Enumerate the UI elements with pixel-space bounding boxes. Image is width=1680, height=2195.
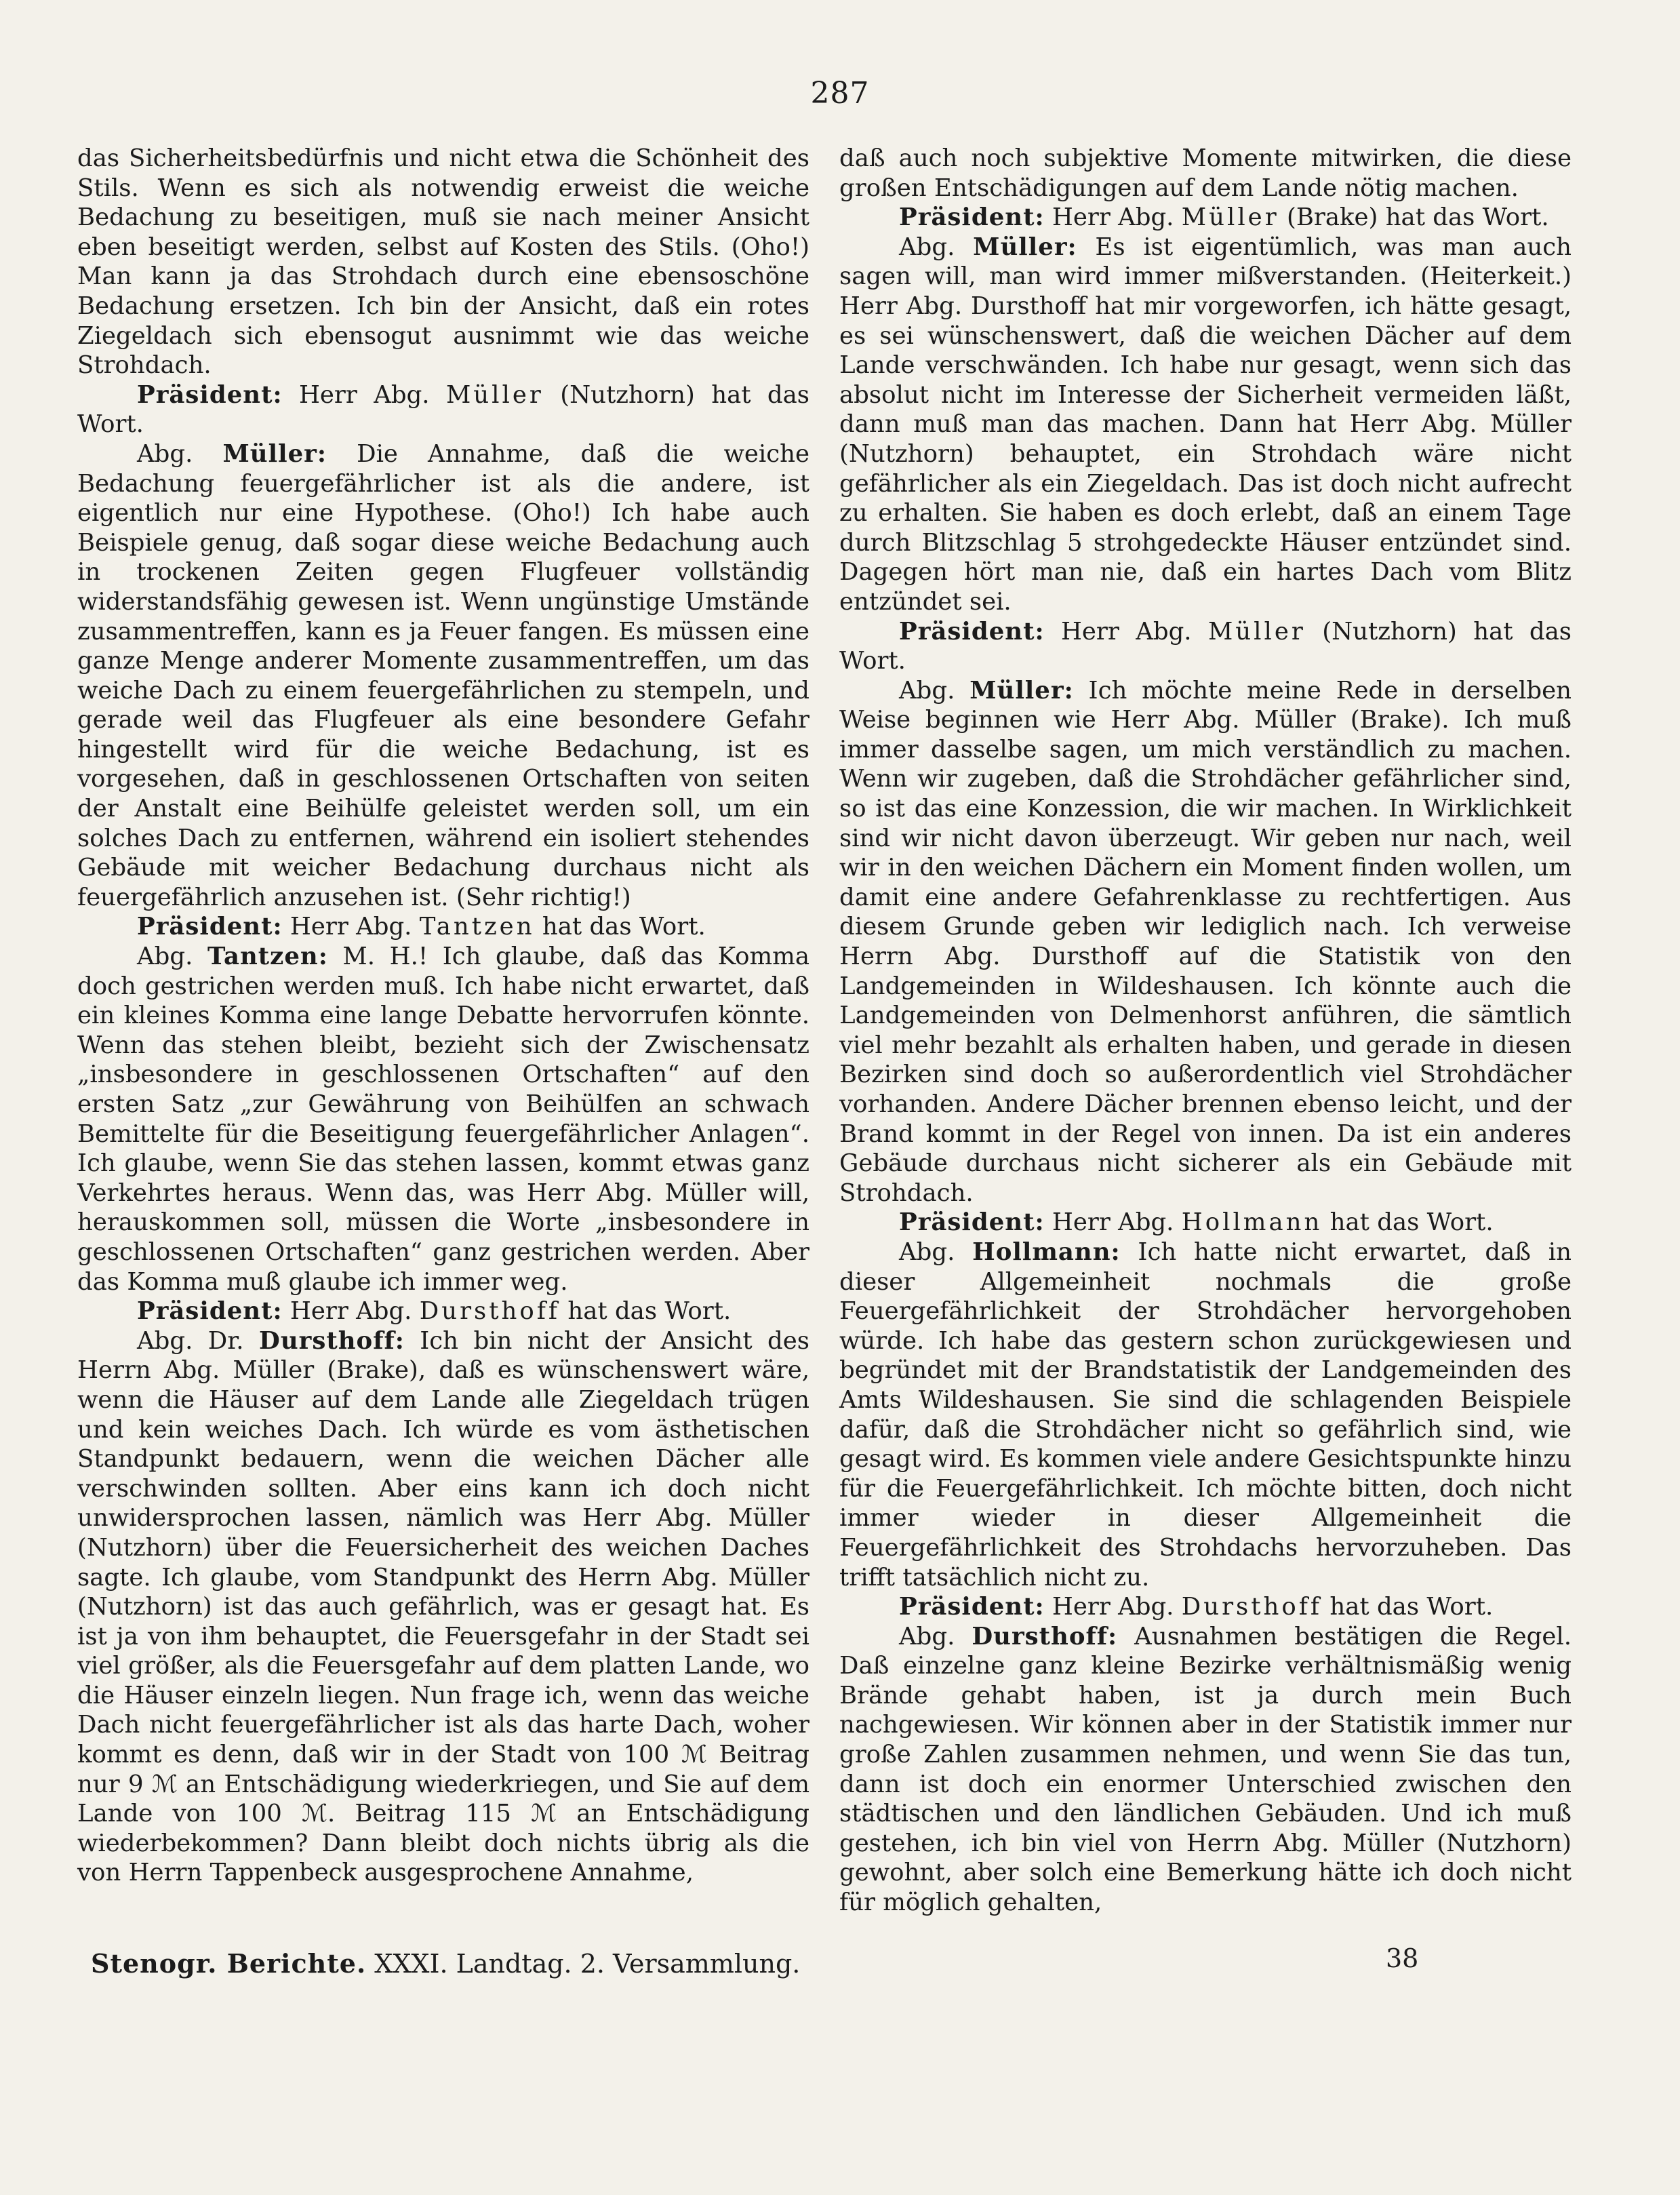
left-column bbox=[77, 144, 809, 1888]
speaker-prefix: Abg. bbox=[899, 1622, 955, 1650]
president-label: Präsident: bbox=[899, 203, 1045, 232]
president-suffix: (Nutzhorn) hat das Wort. bbox=[77, 380, 809, 439]
continued-paragraph bbox=[839, 144, 1572, 203]
president-line bbox=[77, 912, 809, 942]
president-suffix: hat das Wort. bbox=[567, 1297, 732, 1326]
president-prefix: Herr Abg. bbox=[298, 380, 430, 409]
speaker-prefix: Abg. bbox=[899, 233, 955, 261]
speaker-name: Müller bbox=[1207, 617, 1306, 646]
president-line bbox=[839, 203, 1572, 233]
president-line bbox=[77, 380, 809, 439]
speaker-name: Dursthoff bbox=[419, 1297, 561, 1326]
president-label: Präsident: bbox=[137, 1297, 283, 1326]
right-column bbox=[839, 144, 1572, 1918]
page-number: 287 bbox=[810, 76, 870, 111]
speaker-prefix: Abg. bbox=[137, 943, 193, 971]
speech-paragraph bbox=[839, 233, 1572, 617]
president-prefix: Herr Abg. bbox=[1052, 1208, 1174, 1237]
paragraph-text: das Sicherheitsbedürfnis und nicht etwa die Schönheit des Stils. Wenn es sich als notwendig erweist die weiche Bedachung zu beseitigen, muß sie nach meiner Ansicht eben beseitigt werden, selbst auf Kosten des Stils. (Oho!) Man kann ja das Strohdach durch eine ebensoschöne Bedachung ersetzen. Ich bin der Ansicht, daß ein rotes Ziegeldach sich ebensogut ausnimmt wie das weiche Strohdach. bbox=[77, 144, 809, 380]
president-line bbox=[839, 617, 1572, 676]
speaker-name: Hollmann bbox=[1181, 1208, 1323, 1237]
speech-paragraph bbox=[839, 676, 1572, 1208]
speaker-prefix: Abg. bbox=[137, 439, 193, 468]
president-prefix: Herr Abg. bbox=[289, 1297, 412, 1326]
speech-text: Ausnahmen bestätigen die Regel. Daß einzelne ganz kleine Bezirke verhältnismäßig wenig Brände gehabt haben, ist ja durch mein Buch nachgewiesen. Wir können aber in der Statistik immer nur große Zahlen zusammen nehmen, und wenn Sie das tun, dann ist doch ein enormer Unterschied zwischen den städtischen und den ländlichen Gebäuden. Und ich muß gestehen, ich bin viel von Herrn Abg. Müller (Nutzhorn) gewohnt, aber solch eine Bemerkung hätte ich doch nicht für möglich gehalten, bbox=[839, 1622, 1572, 1917]
footer-signature: 38 bbox=[1386, 1943, 1419, 1973]
speaker-prefix: Abg. bbox=[899, 1238, 955, 1266]
speech-paragraph bbox=[77, 439, 809, 913]
president-suffix: (Brake) hat das Wort. bbox=[1286, 203, 1549, 232]
speaker-prefix: Abg. Dr. bbox=[137, 1326, 244, 1355]
continued-paragraph bbox=[77, 144, 809, 380]
speaker-prefix: Abg. bbox=[899, 676, 955, 705]
speech-paragraph bbox=[77, 1326, 809, 1888]
speaker-label: Dursthoff: bbox=[972, 1622, 1118, 1650]
president-suffix: (Nutzhorn) hat das Wort. bbox=[839, 617, 1572, 675]
speech-paragraph bbox=[77, 942, 809, 1297]
speech-paragraph bbox=[839, 1622, 1572, 1918]
speech-text: Ich möchte meine Rede in derselben Weise beginnen wie Herr Abg. Müller (Brake). Ich muß immer dasselbe sagen, um mich verständlich zu machen. Wenn wir zugeben, daß die Strohdächer gefährlicher sind, so ist das eine Konzession, die wir machen. In Wirklichkeit sind wir nicht davon überzeugt. Wir geben nur nach, weil wir in den weichen Dächern ein Moment finden wollen, um damit eine andere Gefahrenklasse zu rechtfertigen. Aus diesem Grunde geben wir lediglich nach. Ich verweise Herrn Abg. Dursthoff auf die Statistik von den Landgemeinden in Wildeshausen. Ich könnte auch die Landgemeinden von Delmenhorst anführen, die sämtlich viel mehr bezahlt als erhalten haben, und gerade in diesen Bezirken sind doch so außerordentlich viel Strohdächer vorhanden. Andere Dächer brennen ebenso leicht, und der Brand kommt in der Regel von innen. Da ist ein anderes Gebäude durchaus nicht sicherer als ein Gebäude mit Strohdach. bbox=[839, 676, 1572, 1207]
speech-text: Ich hatte nicht erwartet, daß in dieser Allgemeinheit nochmals die große Feuergefährlichkeit der Strohdächer hervorgehoben würde. Ich habe das gestern schon zurückgewiesen und begründet mit der Brandstatistik der Landgemeinden des Amts Wildeshausen. Sie sind die schlagenden Beispiele dafür, daß die Strohdächer nicht so gefährlich sind, wie gesagt wird. Es kommen viele andere Gesichtspunkte hinzu für die Feuergefährlichkeit. Ich möchte bitten, doch nicht immer wieder in dieser Allgemeinheit die Feuergefährlichkeit des Strohdachs hervorzuheben. Das trifft tatsächlich nicht zu. bbox=[839, 1238, 1572, 1591]
speaker-label: Müller: bbox=[222, 439, 327, 468]
speech-text: Die Annahme, daß die weiche Bedachung feuergefährlicher ist als die andere, ist eigentlich nur eine Hypothese. (Oho!) Ich habe auch Beispiele genug, daß sogar diese weiche Bedachung auch in trockenen Zeiten gegen Flugfeuer vollständig widerstandsfähig gewesen ist. Wenn ungünstige Umstände zusammentreffen, kann es ja Feuer fangen. Es müssen eine ganze Menge anderer Momente zusammentreffen, um das weiche Dach zu einem feuergefährlichen zu stempeln, und gerade weil das Flugfeuer als eine besondere Gefahr hingestellt wird für die weiche Bedachung, ist es vorgesehen, daß in geschlossenen Ortschaften von seiten der Anstalt eine Beihülfe geleistet werden soll, um ein solches Dach zu entfernen, während ein isoliert stehendes Gebäude mit weicher Bedachung durchaus nicht als feuergefährlich anzusehen ist. (Sehr richtig!) bbox=[77, 439, 809, 911]
paragraph-text: daß auch noch subjektive Momente mitwirken, die diese großen Entschädigungen auf dem Lande nötig machen. bbox=[839, 144, 1572, 202]
footer-title-rest: XXXI. Landtag. 2. Versammlung. bbox=[374, 1949, 801, 1979]
president-label: Präsident: bbox=[137, 913, 283, 941]
president-prefix: Herr Abg. bbox=[1052, 203, 1174, 232]
president-prefix: Herr Abg. bbox=[1052, 1593, 1174, 1621]
speech-text: M. H.! Ich glaube, daß das Komma doch gestrichen werden muß. Ich habe nicht erwartet, daß ein kleines Komma eine lange Debatte hervorrufen könnte. Wenn das stehen bleibt, bezieht sich der Zwischensatz „insbesondere in geschlossenen Ortschaften“ auf den ersten Satz „zur Gewährung von Beihülfen an schwach Bemittelte für die Beseitigung feuergefährlicher Anlagen“. Ich glaube, wenn Sie das stehen lassen, kommt etwas ganz Verkehrtes heraus. Wenn das, was Herr Abg. Müller will, herauskommen soll, müssen die Worte „insbesondere in geschlossenen Ortschaften“ ganz gestrichen werden. Aber das Komma muß glaube ich immer weg. bbox=[77, 943, 809, 1296]
speech-text: Ich bin nicht der Ansicht des Herrn Abg. Müller (Brake), daß es wünschenswert wäre, wenn die Häuser auf dem Lande alle Ziegeldach trügen und kein weiches Dach. Ich würde es vom ästhetischen Standpunkt bedauern, wenn die weichen Dächer alle verschwinden sollten. Aber eins kann ich doch nicht unwidersprochen lassen, nämlich was Herr Abg. Müller (Nutzhorn) über die Feuersicherheit des weichen Daches sagte. Ich glaube, vom Standpunkt des Herrn Abg. Müller (Nutzhorn) ist das auch gefährlich, was er gesagt hat. Es ist ja von ihm behauptet, die Feuersgefahr in der Stadt sei viel größer, als die Feuersgefahr auf dem platten Lande, wo die Häuser einzeln liegen. Nun frage ich, wenn das weiche Dach nicht feuergefährlicher ist als das harte Dach, woher kommt es denn, daß wir in der Stadt von 100 ℳ Beitrag nur 9 ℳ an Entschädigung wiederkriegen, und Sie auf dem Lande von 100 ℳ. Beitrag 115 ℳ an Entschädigung wiederbekommen? Dann bleibt doch nichts übrig als die von Herrn Tappenbeck ausgesprochene Annahme, bbox=[77, 1326, 809, 1887]
president-suffix: hat das Wort. bbox=[1329, 1593, 1494, 1621]
speaker-name: Dursthoff bbox=[1181, 1593, 1323, 1621]
speech-text: Es ist eigentümlich, was man auch sagen will, man wird immer mißverstanden. (Heiterkeit.) Herr Abg. Dursthoff hat mir vorgeworfen, ich hätte gesagt, es sei wünschenswert, daß die weichen Dächer auf dem Lande verschwänden. Ich habe nur gesagt, wenn sich das absolut nicht im Interesse der Sicherheit vermeiden läßt, dann muß man das machen. Dann hat Herr Abg. Müller (Nutzhorn) behauptet, ein Strohdach wäre nicht gefährlicher als ein Ziegeldach. Das ist doch nicht aufrecht zu erhalten. Sie haben es doch erlebt, daß an einem Tage durch Blitzschlag 5 strohgedeckte Häuser entzündet sind. Dagegen hört man nie, daß ein hartes Dach vom Blitz entzündet sei. bbox=[839, 233, 1572, 616]
speaker-label: Dursthoff: bbox=[259, 1326, 405, 1355]
president-prefix: Herr Abg. bbox=[1060, 617, 1192, 646]
president-label: Präsident: bbox=[899, 1593, 1045, 1621]
speaker-label: Tantzen: bbox=[207, 943, 328, 971]
speaker-name: Müller bbox=[1181, 203, 1279, 232]
president-suffix: hat das Wort. bbox=[542, 913, 706, 941]
speaker-name: Tantzen bbox=[419, 913, 535, 941]
speech-paragraph bbox=[839, 1238, 1572, 1592]
president-prefix: Herr Abg. bbox=[289, 913, 412, 941]
president-line bbox=[839, 1208, 1572, 1238]
footer-title-bold: Stenogr. Berichte. bbox=[91, 1948, 367, 1979]
footer-publication-title bbox=[91, 1948, 809, 1979]
president-label: Präsident: bbox=[137, 380, 283, 409]
speaker-label: Hollmann: bbox=[972, 1238, 1121, 1266]
president-label: Präsident: bbox=[899, 1208, 1045, 1237]
speaker-label: Müller: bbox=[973, 233, 1077, 261]
president-suffix: hat das Wort. bbox=[1329, 1208, 1494, 1237]
speaker-name: Müller bbox=[445, 380, 544, 409]
speaker-label: Müller: bbox=[969, 676, 1074, 705]
president-line bbox=[77, 1297, 809, 1326]
president-label: Präsident: bbox=[899, 617, 1045, 646]
president-line bbox=[839, 1592, 1572, 1622]
